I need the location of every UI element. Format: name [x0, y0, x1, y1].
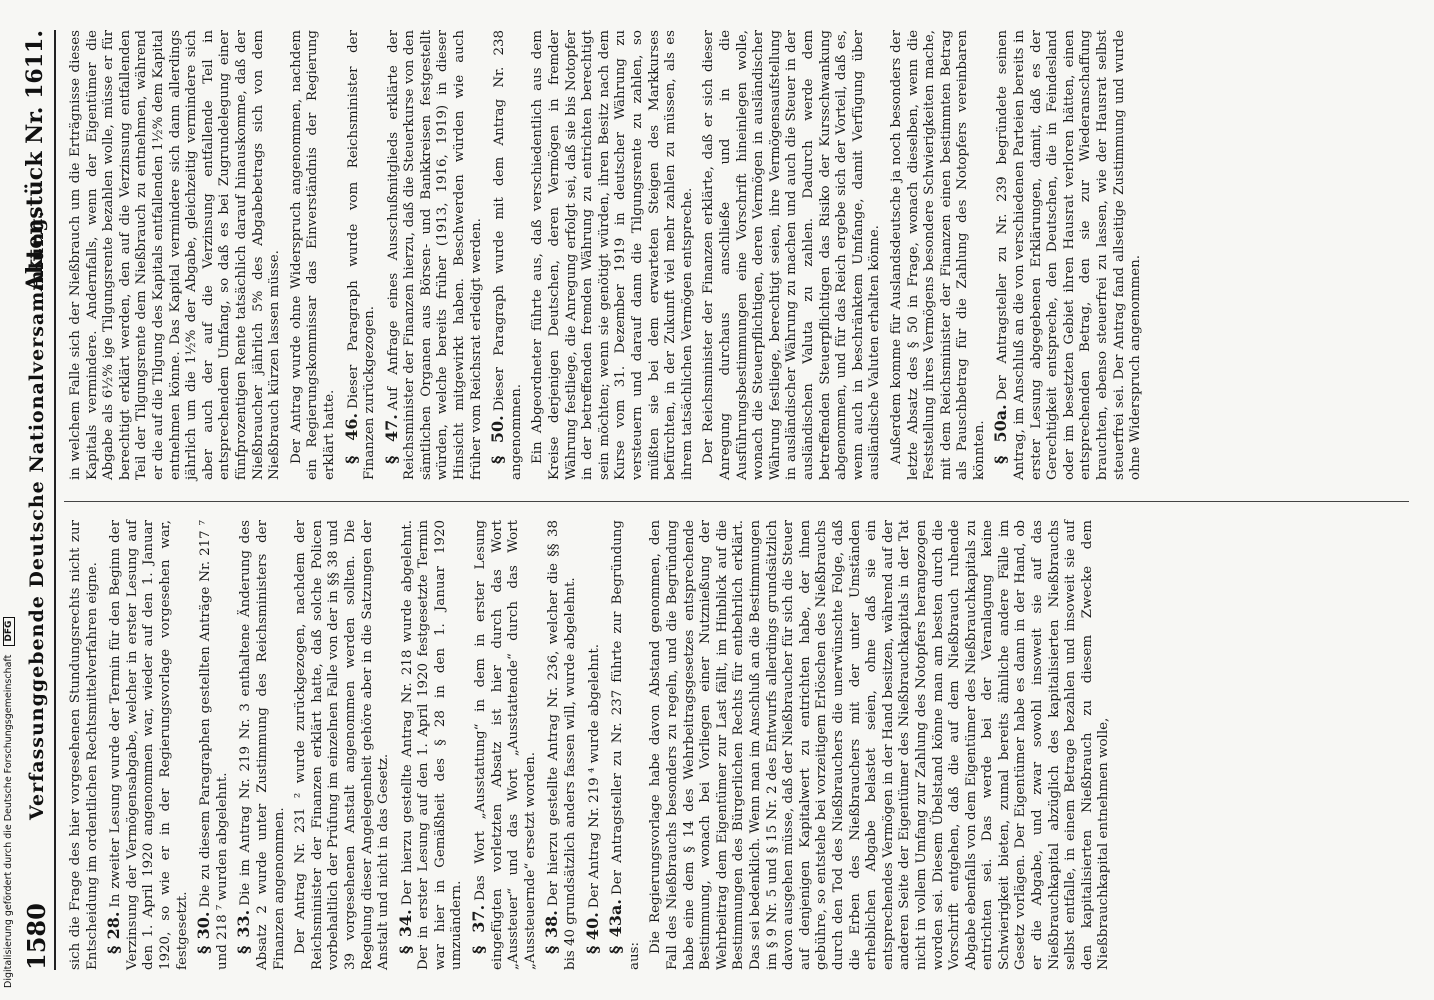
- paragraph: [544, 520, 579, 970]
- paragraph-text: Der Antrag Nr. 231 ² wurde zurückgezogen, nachdem der Reichsminister der Finanzen erklärt hatte, daß solche Policen vorbehaltlich der Prüfung im einzelnen Falle von der in §§ 38 und 39 vorgesehenen Anstalt angenommen werden sollten. Die Regelung dieser Angelegenheit gehöre aber in die Satzungen der Anstalt und nicht in das Gesetz.: [293, 520, 392, 970]
- paragraph-text: Außerdem komme für Auslandsdeutsche ja noch besonders der letzte Absatz des § 50 in Frage, wonach dieselben, wenn die Feststellung ihres Vermögens besondere Schwierigkeiten mache, mit dem Reichsminister der Finanzen einen bestimmten Betrag als Pauschbetrag für die Zahlung des Notopfers vereinbaren könnten.: [888, 30, 987, 480]
- section-number: § 34.: [395, 909, 415, 954]
- section-number: § 46.: [341, 412, 361, 464]
- paragraph-text: Der hierzu gestellte Antrag Nr. 236, welcher die §§ 38 bis 40 grundsätzlich anders fassen will, wurde abgelehnt.: [546, 520, 579, 970]
- right-column: [68, 30, 1150, 480]
- paragraph: [236, 520, 288, 970]
- paragraph: [395, 520, 466, 970]
- footer-credit: [3, 8, 15, 988]
- left-column: [68, 520, 1118, 970]
- paragraph: [196, 520, 231, 970]
- section-number: § 37.: [469, 904, 489, 954]
- paragraph-text: Ein Abgeordneter führte aus, daß verschiedentlich aus dem Kreise derjenigen Deutschen, deren Vermögen in fremder Währung festliege, die Anregung erfolgt sei, daß sie bis Notopfer in der betreffenden fremden Währung zu entrichten berechtigt sein möchten; wenn sie genötigt würden, ihren Besitz nach dem Kurse vom 31. Dezember 1919 in deutscher Währung zu versteuern und darauf dann die Tilgungsrente zu zahlen, so müßten sie bei dem erwarteten Steigen des Markkurses befürchten, in der Zukunft viel mehr zahlen zu müssen, als es ihrem tatsächlichen Vermögen entspreche.: [530, 30, 695, 480]
- section-number: § 40.: [582, 912, 602, 954]
- paragraph: [530, 30, 696, 480]
- paragraph-text: Der Antrag wurde ohne Widerspruch angenommen, nachdem ein Regierungskommissar das Einverständnis der Regierung erklärt hatte.: [288, 30, 337, 480]
- column-divider: [64, 501, 1409, 502]
- paragraph: [608, 520, 643, 970]
- footer-credit-text: Digitalisierung gefördert durch die Deutsche Forschungsgemeinschaft: [3, 654, 14, 988]
- paragraph-text: Der Antragsteller zu Nr. 239 begründete seinen Antrag, im Anschluß an die von verschiedenen Parteien bereits in erster Lesung abgegebenen Erklärungen, damit, daß es der Gerechtigkeit entspreche, den Deutschen, die in Feindesland oder im besetzten Gebiet ihren Hausrat verloren hätten, einen entsprechenden Betrag, den sie zur Wiederanschaffung brauchten, ebenso steuerfrei zu lassen, wie der Hausrat selbst steuerfrei sei. Der Antrag fand allseitige Zustimmung und wurde ohne Widerspruch angenommen.: [995, 29, 1144, 480]
- header-title: Verfassunggebende Deutsche Nationalversammlung.: [26, 209, 48, 820]
- paragraph: [648, 520, 1113, 970]
- section-number: § 38.: [542, 910, 562, 954]
- paragraph: [471, 520, 539, 970]
- paragraph-text: Die im Antrag Nr. 219 Nr. 3 enthaltene Änderung des Absatz 2 wurde unter Zustimmung des Reichsministers der Finanzen angenommen.: [238, 520, 287, 970]
- paragraph: [341, 30, 379, 480]
- paragraph-text: Die Regierungsvorlage habe davon Abstand genommen, den Fall des Nießbrauchs besonders zu regeln, und die Begründung habe eine dem § 14 des Wehrbeitragsgesetzes entsprechende Bestimmung, wonach bei Vorliegen einer Nutznießung der Wehrbeitrag dem Eigentümer zur Last fällt, im Hinblick auf die Bestimmungen des Bürgerlichen Rechts für entbehrlich erklärt. Das sei bedenklich. Wenn man im Anschluß an die Bestimmungen im § 9 Nr. 5 und § 15 Nr. 2 des Entwurfs allerdings grundsätzlich davon ausgehen müsse, daß der Nießbraucher für sich die Steuer auf denjenigen Kapitalwert zu entrichten habe, der ihnen gebühre, so entstehe bei vorzeitigem Erlöschen des Nießbrauchs durch den Tod des Nießbrauchers die unerwünschte Folge, daß die Erben des Nießbrauchers mit der unter Umständen erheblichen Abgabe belastet seien, ohne daß sie ein entsprechendes Vermögen in der Hand besitzen, während auf der anderen Seite der Eigentümer des Nießbrauchkapitals in der Tat nicht in vollem Umfang zur Zahlung des Notopfers herangezogen worden sei. Diesem Übelstand könne man am besten durch die Vorschrift entgehen, daß die auf dem Nießbrauch ruhende Abgabe ebenfalls von dem Eigentümer des Nießbrauchkapitals zu entrichten sei. Das werde bei der Veranlagung keine Schwierigkeit bieten, zumal bereits ähnliche andere Fälle im Gesetz vorlägen. Der Eigentümer habe es dann in der Hand, ob er die Abgabe, und zwar sowohl insoweit sie auf das Nießbrauchkapital abzüglich des kapitalisierten Nießbrauchs selbst entfalle, in einem Betrage bezahlen und insoweit sie auf den kapitalisierten Nießbrauch zu diesem Zwecke dem Nießbrauchkapital entnehmen wolle,: [648, 520, 1112, 970]
- paragraph: [68, 520, 101, 970]
- running-header: [18, 30, 56, 970]
- paragraph-text: In zweiter Lesung wurde der Termin für den Beginn der Verzinsung der Vermögensabgabe, welcher in erster Lesung auf den 1. April 1920 angenommen war, wieder auf den 1. Januar 1920, so wie er in der Regierungsvorlage vorgesehen war, festgesetzt.: [108, 520, 190, 970]
- paragraph: [293, 520, 393, 970]
- paragraph: [490, 30, 525, 480]
- aktenstueck-label: Aktenstück Nr. 1611.: [22, 30, 48, 292]
- paragraph-text: in welchem Falle sich der Nießbrauch um die Erträgnisse dieses Kapitals vermindere. Andernfalls, wenn der Eigentümer die Abgabe als 6½% ige Tilgungsrente bezahlen wolle, müsse er für berechtigt erklärt werden, den auf die Verzinsung entfallenden Teil der Tilgungsrente dem Nießbrauch zu entnehmen, während er die auf die Tilgung des Kapitals entfallenden 1½% dem Kapital entnehmen könne. Das Kapital vermindere sich dann allerdings jährlich um die 1½% der Abgabe, gleichzeitig vermindere sich aber auch der auf die Verzinsung entfallende Teil in entsprechendem Umfang, so daß es bei Zugrundelegung einer fünfprozentigen Rente tatsächlich darauf hinauskomme, daß der Nießbraucher jährlich 5% des Abgabebetrags sich von dem Nießbrauch kürzen lassen müsse.: [68, 30, 283, 480]
- section-number: § 50a.: [991, 404, 1011, 464]
- paragraph-text: Dieser Paragraph wurde vom Reichsminister der Finanzen zurückgezogen.: [345, 30, 378, 480]
- paragraph: [582, 520, 604, 970]
- paragraph-text: Dieser Paragraph wurde mit dem Antrag Nr. 238 angenommen.: [492, 30, 524, 480]
- paragraph: [889, 30, 989, 480]
- paragraph-text: Auf Anfrage eines Ausschußmitglieds erklärte der Reichsminister der Finanzen hierzu, daß die Steuerkurse von den sämtlichen Organen aus Börsen- und Bankkreisen festgestellt würden, welche bereits früher (1913, 1916, 1919) in dieser Hinsicht mitgewirkt haben. Beschwerden würden wie auch früher vom Reichsrat erledigt werden.: [385, 30, 484, 480]
- paragraph-text: Der hierzu gestellte Antrag Nr. 218 wurde abgelehnt. Der in erster Lesung auf den 1. April 1920 festgesetzte Termin war hier in Gemäßheit des § 28 in den 1. Januar 1920 umzuändern.: [399, 520, 465, 970]
- paragraph: [68, 30, 284, 480]
- page-content: [18, 30, 1413, 970]
- section-number: § 28.: [104, 911, 124, 954]
- paragraph: [289, 30, 339, 480]
- dfg-logo: DFG: [3, 617, 15, 646]
- section-number: § 43a.: [606, 899, 626, 954]
- paragraph: [381, 30, 486, 480]
- paragraph: [993, 30, 1144, 480]
- paragraph-text: sich die Frage des hier vorgesehenen Stundungsrechts nicht zur Entscheidung im ordentlichen Rechtsmittelverfahren eigne.: [68, 520, 100, 970]
- paragraph-text: Das Wort „Ausstattung“ in dem in erster Lesung eingefügten vorletzten Absatz ist hier durch das Wort „Aussteuer“ und das Wort „Ausstattende“ durch das Wort „Aussteuernde“ ersetzt worden.: [473, 520, 538, 970]
- section-number: § 47.: [381, 414, 401, 464]
- section-number: § 50.: [488, 415, 508, 464]
- paragraph: [701, 30, 884, 480]
- section-number: § 30.: [194, 911, 214, 954]
- paragraph: [106, 520, 191, 970]
- paragraph-text: Der Reichsminister der Finanzen erklärte, daß er sich dieser Anregung durchaus anschließe und in die Ausführungsbestimmungen eine Vorschrift hineinlegen wolle, wonach die Steuerpflichtigen, deren Vermögen in ausländischer Währung festliege, berechtigt seien, ihre Vermögensaufstellung in ausländischer Währung zu machen und auch die Steuer in der ausländischen Valuta zu zahlen. Dadurch werde dem betreffenden Steuerpflichtigen das Risiko der Kursschwankung abgenommen, und für das Reich ergebe sich der Vorteil, daß es, wenn auch in beschränktem Umfange, damit Verfügung über ausländische Valuten erhalten könne.: [701, 30, 883, 480]
- paragraph-text: Der Antrag Nr. 219 ⁴ wurde abgelehnt.: [586, 644, 602, 909]
- footer-strip: [3, 4, 13, 994]
- paragraph-text: Der Antragsteller zu Nr. 237 führte zur Begründung aus:: [610, 519, 642, 970]
- page-number: 1580: [22, 903, 51, 970]
- paragraph-text: Die zu diesem Paragraphen gestellten Anträge Nr. 217 ⁷ und 218 ⁷ wurden abgelehnt.: [198, 520, 230, 970]
- section-number: § 33.: [234, 909, 254, 954]
